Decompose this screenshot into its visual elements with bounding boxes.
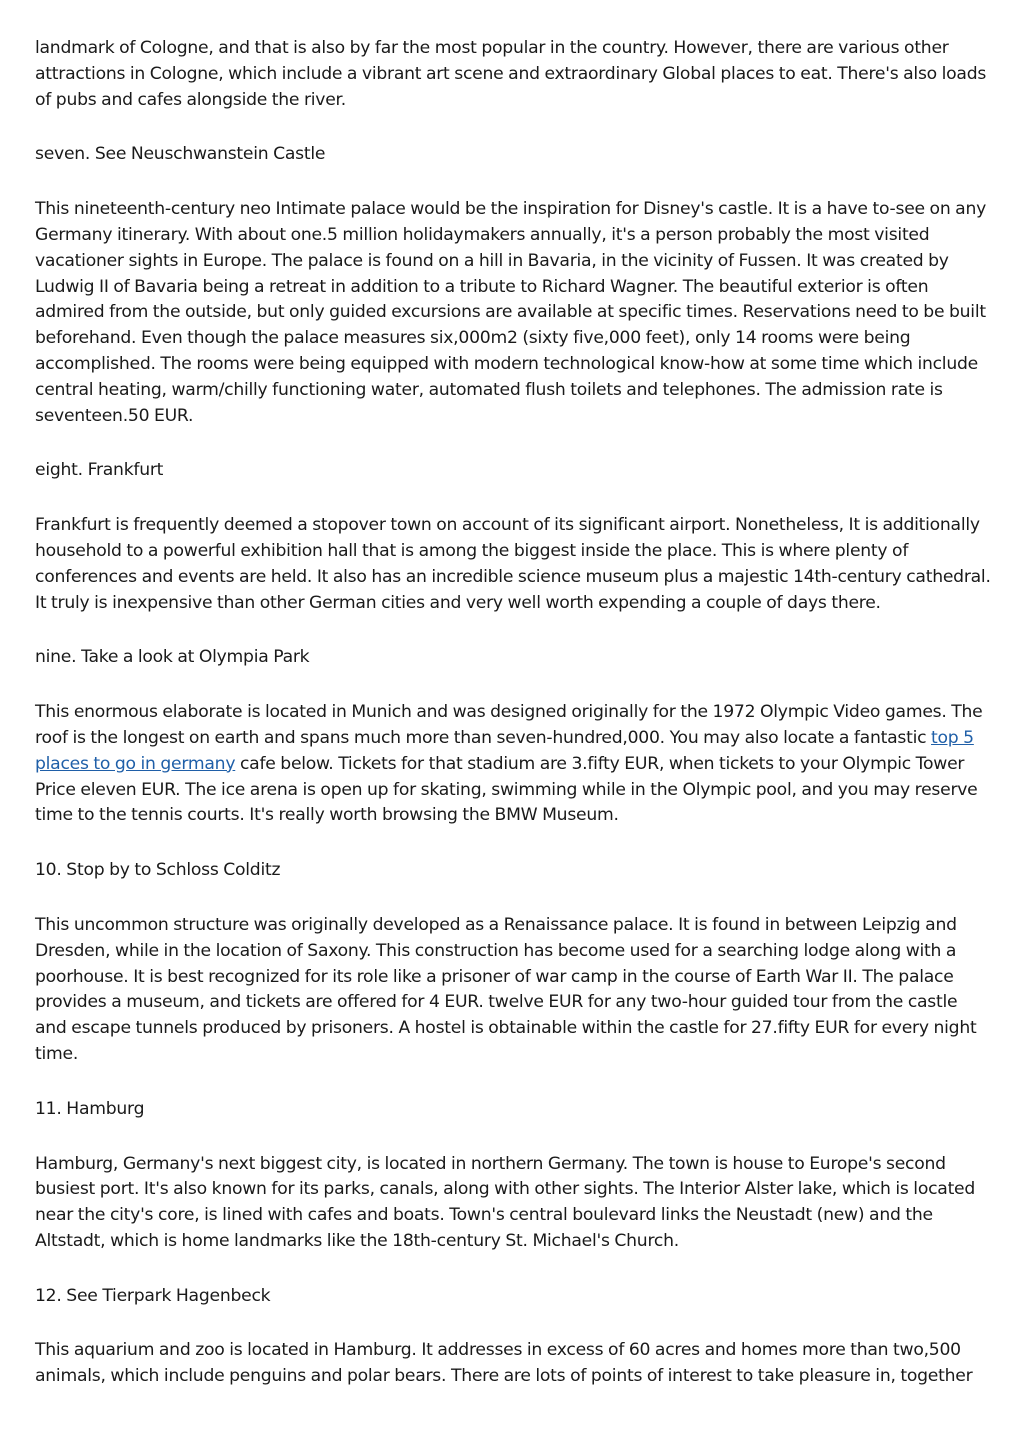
top-places-link[interactable]: top 5 places to go in germany: [35, 727, 974, 774]
paragraph-olympia-park: [35, 700, 993, 829]
heading-olympia-park: nine. Take a look at Olympia Park: [35, 647, 310, 668]
heading-hamburg: 11. Hamburg: [35, 1098, 145, 1119]
paragraph-schloss-colditz: This uncommon structure was originally developed as a Renaissance palace. It is found in between Leipzig and Dresden, while in the location of Saxony. This construction has become used for a searching lodge along with a poorhouse. It is best recognized for its role like a prisoner of war camp in the course of Earth War II. The palace provides a museum, and tickets are offered for 4 EUR. twelve EUR for any two-hour guided tour from the castle and escape tunnels produced by prisoners. A hostel is obtainable within the castle for 27.fifty EUR for every night time.: [35, 914, 977, 1064]
heading-schloss-colditz: 10. Stop by to Schloss Colditz: [35, 860, 281, 881]
document-body: [35, 36, 993, 1419]
heading-frankfurt: eight. Frankfurt: [35, 460, 164, 481]
paragraph-tierpark-hagenbeck: This aquarium and zoo is located in Hamburg. It addresses in excess of 60 acres and homes more than two,500 animals, which include penguins and polar bears. There are lots of points of interest to take pleasure in, together: [35, 1340, 973, 1387]
olympia-text-before-link: This enormous elaborate is located in Munich and was designed originally for the 1972 Olympic Video games. The roof is the longest on earth and spans much more than seven-hundred,000. You may also locate a fantastic: [35, 702, 983, 748]
paragraph-hamburg: Hamburg, Germany's next biggest city, is located in northern Germany. The town is house to Europe's second busiest port. It's also known for its parks, canals, along with other sights. The Interior Alster lake, which is located near the city's core, is lined with cafes and boats. Town's central boulevard links the Neustadt (new) and the Altstadt, which is home landmarks like the 18th-century St. Michael's Church.: [35, 1153, 976, 1251]
paragraph-cologne: landmark of Cologne, and that is also by far the most popular in the country. However, there are various other attractions in Cologne, which include a vibrant art scene and extraordinary Global places to eat. There's also loads of pubs and cafes alongside the river.: [35, 38, 987, 110]
paragraph-neuschwanstein: This nineteenth-century neo Intimate palace would be the inspiration for Disney's castle. It is a have to-see on any Germany itinerary. With about one.5 million holidaymakers annually, it's a person probably the most visited vacationer sights in Europe. The palace is found on a hill in Bavaria, in the vicinity of Fussen. It was created by Ludwig II of Bavaria being a retreat in addition to a tribute to Richard Wagner. The beautiful exterior is often admired from the outside, but only guided excursions are available at specific times. Reservations need to be built beforehand. Even though the palace measures six,000m2 (sixty five,000 feet), only 14 rooms were being accomplished. The rooms were being equipped with modern technological know-how at some time which include central heating, warm/chilly functioning water, automated flush toilets and telephones. The admission rate is seventeen.50 EUR.: [35, 199, 987, 426]
heading-neuschwanstein: seven. See Neuschwanstein Castle: [35, 144, 326, 165]
paragraph-frankfurt: Frankfurt is frequently deemed a stopover town on account of its significant airport. Nonetheless, It is additionally household to a powerful exhibition hall that is among the biggest inside the place. This is where plenty of conferences and events are held. It also has an incredible science museum plus a majestic 14th-century cathedral. It truly is inexpensive than other German cities and very well worth expending a couple of days there.: [35, 515, 991, 613]
heading-tierpark-hagenbeck: 12. See Tierpark Hagenbeck: [35, 1285, 271, 1306]
olympia-text-after-link: cafe below. Tickets for that stadium are 3.fifty EUR, when tickets to your Olympic Tower Price eleven EUR. The ice arena is open up for skating, swimming while in the Olympic pool, and you may reserve time to the tennis courts. It's really worth browsing the BMW Museum.: [35, 753, 978, 826]
